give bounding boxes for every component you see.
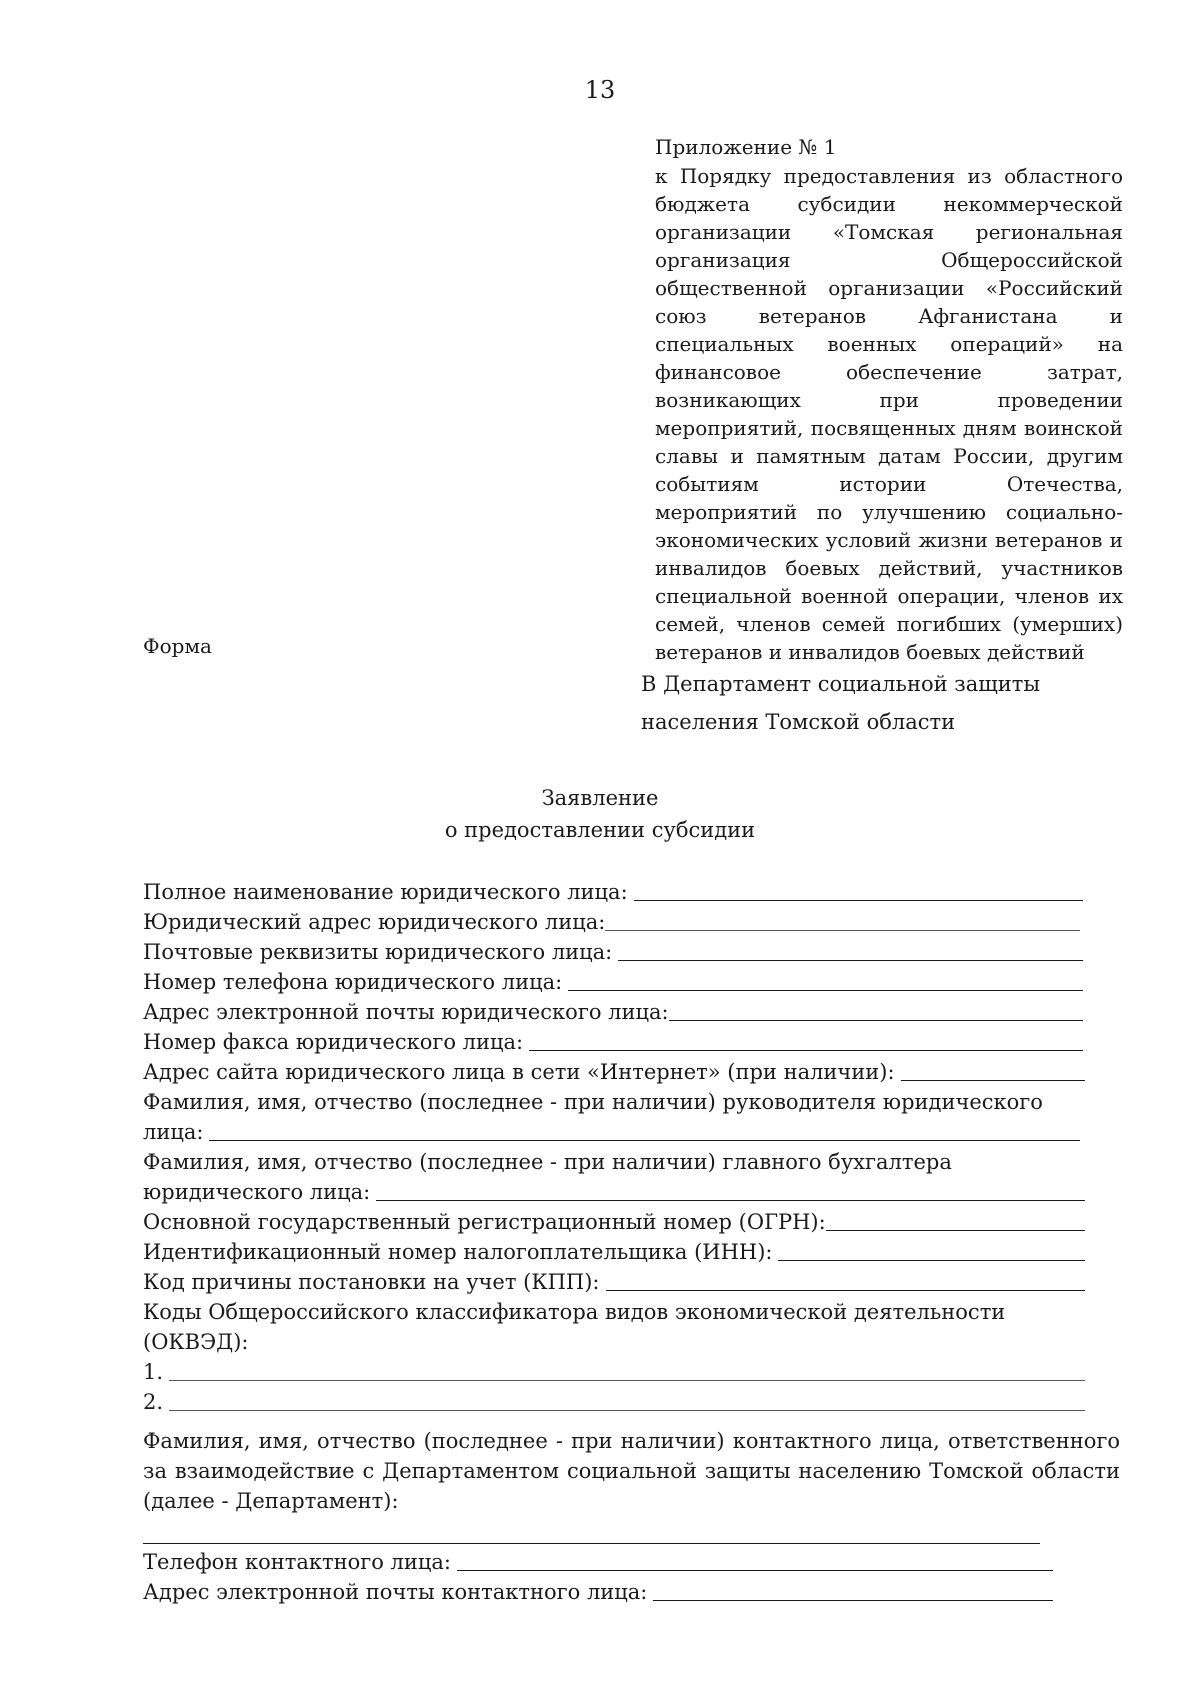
- field-legal-address: [143, 907, 1080, 937]
- form-label: Форма: [143, 634, 212, 658]
- field-fax: [143, 1027, 1083, 1057]
- field-director-blank[interactable]: [209, 1140, 1080, 1141]
- field-accountant-blank[interactable]: [376, 1200, 1085, 1201]
- field-contact-email-label: Адрес электронной почты контактного лица:: [143, 1580, 648, 1604]
- field-inn-blank[interactable]: [778, 1260, 1085, 1261]
- contact-person-label: Фамилия, имя, отчество (последнее - при наличии) контактного лица, ответственного за взаимодействие с Департаментом социальной защиты населению Томской области (далее - Департамент):: [143, 1429, 1120, 1513]
- field-postal-details: [143, 937, 1083, 967]
- field-full-name-blank[interactable]: [634, 900, 1083, 901]
- field-postal-details-blank[interactable]: [618, 960, 1083, 961]
- document-subtitle: о предоставлении субсидии: [444, 818, 756, 842]
- field-email-blank[interactable]: [669, 1020, 1083, 1021]
- recipient-line-2: населения Томской области: [641, 710, 956, 734]
- field-full-name: [143, 877, 1083, 907]
- field-email-label: Адрес электронной почты юридического лица:: [143, 1000, 669, 1024]
- field-inn: [143, 1237, 1085, 1267]
- field-ogrn: [143, 1207, 1085, 1237]
- field-okved-label: Коды Общероссийского классификатора видов экономической деятельности: [143, 1300, 1006, 1324]
- field-okved-2-number: 2.: [143, 1390, 164, 1414]
- field-fax-label: Номер факса юридического лица:: [143, 1030, 524, 1054]
- field-website: [143, 1057, 1085, 1087]
- field-accountant-label: Фамилия, имя, отчество (последнее - при наличии) главного бухгалтера: [143, 1150, 952, 1174]
- page-number: 13: [584, 76, 616, 104]
- field-okved-2: [143, 1387, 1085, 1417]
- field-postal-details-label: Почтовые реквизиты юридического лица:: [143, 940, 613, 964]
- field-okved-1-blank[interactable]: [169, 1380, 1085, 1381]
- field-website-label: Адрес сайта юридического лица в сети «Интернет» (при наличии):: [143, 1060, 895, 1084]
- field-contact-phone: [143, 1547, 1053, 1577]
- field-director: [143, 1117, 1080, 1147]
- field-phone-blank[interactable]: [568, 990, 1083, 991]
- field-email: [143, 997, 1083, 1027]
- appendix-body: к Порядку предоставления из областного бюджета субсидии некоммерческой организации «Томская региональная организация Общероссийской общественной организации «Российский союз ветеранов Афганистана и специальных военных операций» на финансовое обеспечение затрат, возникающих при проведении мероприятий, посвященных дням воинской славы и памятным датам России, другим событиям истории Отечества, мероприятий по улучшению социально-экономических условий жизни ветеранов и инвалидов боевых действий, участников специальной военной операции, членов их семей, членов семей погибших (умерших) ветеранов и инвалидов боевых действий: [655, 164, 1123, 664]
- field-phone-label: Номер телефона юридического лица:: [143, 970, 563, 994]
- field-contact-email: [143, 1577, 1053, 1607]
- field-full-name-label: Полное наименование юридического лица:: [143, 880, 628, 904]
- appendix-title: Приложение № 1: [655, 135, 837, 159]
- field-okved-label-cont: (ОКВЭД):: [143, 1330, 249, 1354]
- field-okved-1: [143, 1357, 1085, 1387]
- field-website-blank[interactable]: [901, 1080, 1085, 1081]
- field-director-label: Фамилия, имя, отчество (последнее - при наличии) руководителя юридического: [143, 1090, 1043, 1114]
- document-title: Заявление: [541, 786, 659, 810]
- field-legal-address-blank[interactable]: [605, 930, 1080, 931]
- contact-person-blank[interactable]: [143, 1543, 1040, 1544]
- field-director-label-cont: лица:: [143, 1120, 204, 1144]
- field-okved-1-number: 1.: [143, 1360, 164, 1384]
- field-contact-phone-blank[interactable]: [457, 1570, 1053, 1571]
- field-accountant: [143, 1177, 1085, 1207]
- field-inn-label: Идентификационный номер налогоплательщика (ИНН):: [143, 1240, 773, 1264]
- field-ogrn-label: Основной государственный регистрационный номер (ОГРН):: [143, 1210, 826, 1234]
- field-okved-2-blank[interactable]: [169, 1410, 1085, 1411]
- field-kpp: [143, 1267, 1085, 1297]
- field-ogrn-blank[interactable]: [826, 1230, 1085, 1231]
- field-legal-address-label: Юридический адрес юридического лица:: [143, 910, 606, 934]
- field-contact-phone-label: Телефон контактного лица:: [143, 1550, 451, 1574]
- field-contact-email-blank[interactable]: [653, 1600, 1053, 1601]
- field-kpp-blank[interactable]: [606, 1290, 1086, 1291]
- field-kpp-label: Код причины постановки на учет (КПП):: [143, 1270, 600, 1294]
- field-fax-blank[interactable]: [529, 1050, 1083, 1051]
- field-accountant-label-cont: юридического лица:: [143, 1180, 371, 1204]
- recipient-line-1: В Департамент социальной защиты: [641, 672, 1041, 696]
- field-phone: [143, 967, 1083, 997]
- recipient-block: [641, 665, 1040, 741]
